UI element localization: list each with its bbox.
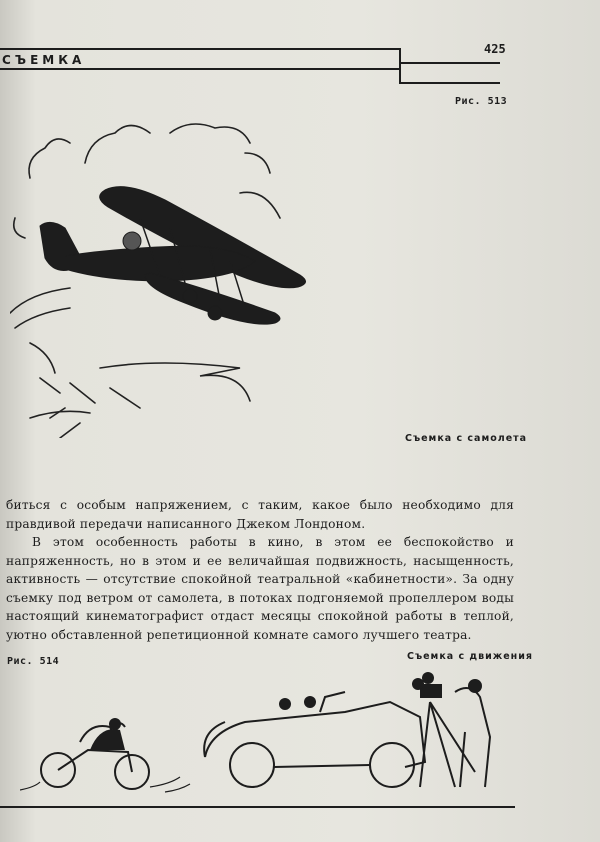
header-rule-vertical bbox=[399, 48, 401, 84]
figure-label-513: Рис. 513 bbox=[455, 96, 508, 107]
header-rule-right-2 bbox=[400, 82, 500, 84]
header-rule-bottom bbox=[0, 68, 400, 70]
moving-vehicles-illustration bbox=[20, 672, 520, 797]
airplane-illustration bbox=[10, 108, 340, 438]
figure-caption-513: Съемка с самолета bbox=[405, 433, 528, 444]
header-rule-right-1 bbox=[400, 62, 500, 64]
paragraph-2: В этом особенность работы в кино, в этом ее беспокойство и напряженность, но в этом и ее величайшая подвижность, насыщенность, активность — отсутствие спокойной театральной «кабинетности». За одну съемку под ветром от самолета, в потоках подгоняемой пропеллером воды настоящий кинематографист отдаст месяцы спокойной работы в теплой, уютно обставленной репетиционной комнате самого лучшего театра. bbox=[6, 535, 514, 642]
figure-label-514: Рис. 514 bbox=[7, 656, 60, 667]
running-head-title: СЪЕМКА bbox=[2, 53, 86, 67]
footer-rule bbox=[0, 806, 515, 808]
figure-caption-514: Съемка с движения bbox=[407, 651, 533, 662]
paragraph-1: биться с особым напряжением, с таким, какое было необходимо для правдивой передачи написанного Джеком Лондоном. bbox=[6, 498, 514, 531]
body-text bbox=[6, 496, 514, 644]
page-number: 425 bbox=[484, 42, 506, 56]
header-rule-top bbox=[0, 48, 400, 50]
